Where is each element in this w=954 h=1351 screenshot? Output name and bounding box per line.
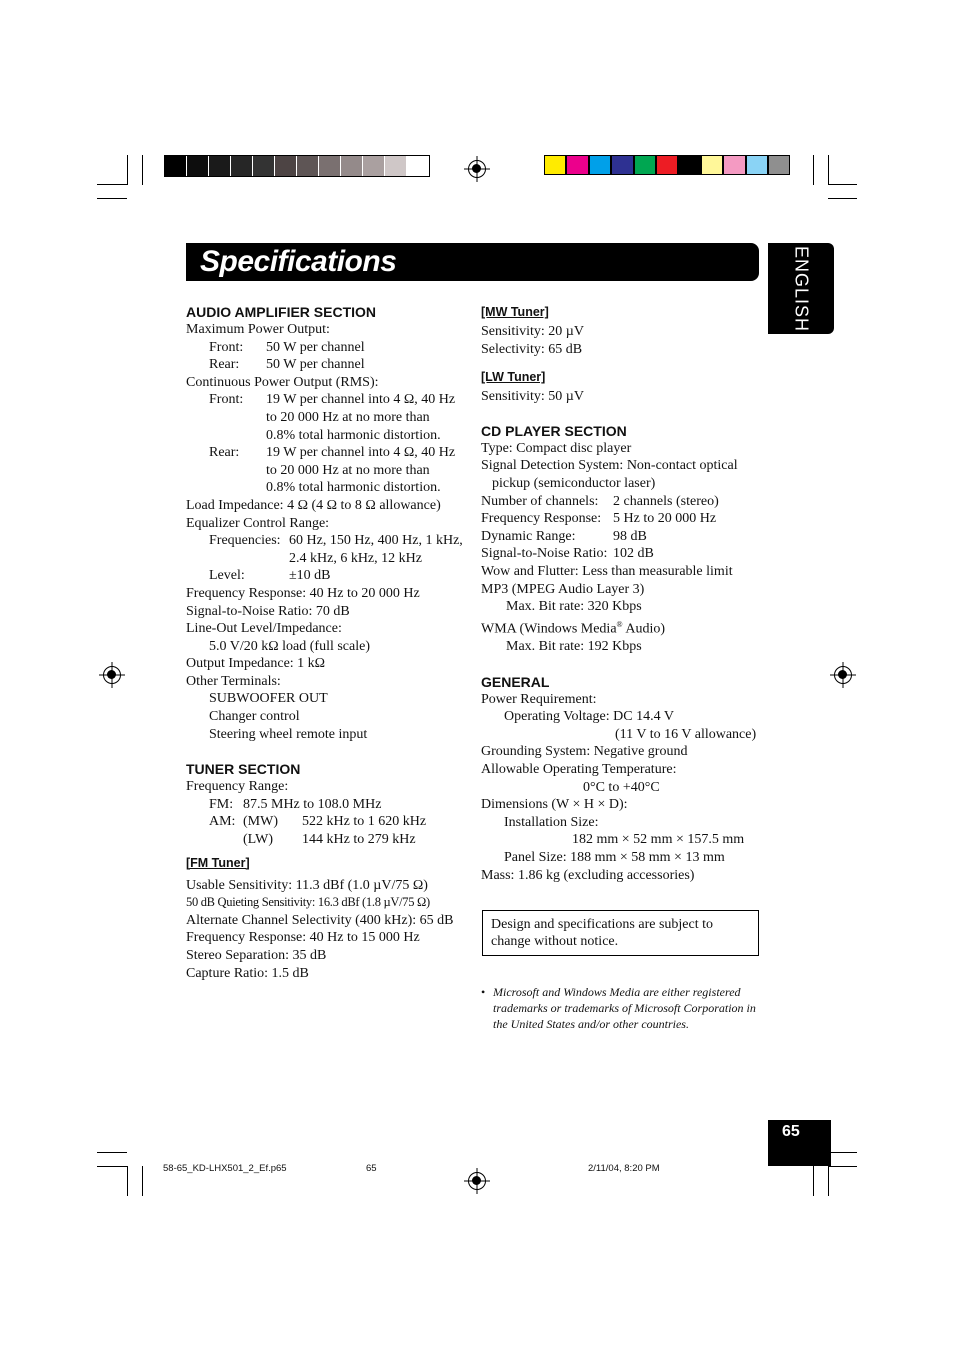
spec-row [186,831,471,849]
spec-row [186,813,471,831]
color-swatch [611,155,633,175]
spec-line: Sensitivity: 50 µV [481,389,584,405]
spec-line: Power Requirement: [481,691,597,707]
color-swatch [634,155,656,175]
spec-row [481,510,766,528]
color-swatch [385,156,407,176]
registered-mark: ® [616,619,623,629]
spec-line: 2.4 kHz, 6 kHz, 12 kHz [289,550,422,566]
page-number: 65 [782,1123,800,1140]
trademark-note [481,984,766,1032]
spec-key: Frequency Response: [481,511,602,527]
bullet: • [481,985,486,999]
crop-mark [97,198,127,199]
spec-line: Signal-to-Noise Ratio: 70 dB [186,603,350,619]
spec-line: 182 mm × 52 mm × 157.5 mm [572,832,745,848]
subsection-heading: [LW Tuner] [481,370,546,385]
crop-mark [828,1166,857,1167]
crop-mark [142,155,143,185]
spec-key: Signal-to-Noise Ratio: [481,546,608,562]
spec-row [481,528,766,546]
color-swatch [297,156,319,176]
spec-line: to 20 000 Hz at no more than [266,462,430,478]
language-tab [768,243,834,334]
spec-row [186,339,471,357]
spec-value: 144 kHz to 279 kHz [302,832,416,848]
footer-date: 2/11/04, 8:20 PM [588,1163,660,1174]
spec-line: Frequency Response: 40 Hz to 15 000 Hz [186,930,420,946]
section-heading: CD PLAYER SECTION [481,422,627,439]
spec-line: Operating Voltage: DC 14.4 V [504,709,674,725]
spec-line: Max. Bit rate: 320 Kbps [506,599,642,615]
spec-key: Rear: [209,445,240,461]
spec-value: 19 W per channel into 4 Ω, 40 Hz [266,445,456,461]
spec-line: Equalizer Control Range: [186,515,330,531]
spec-line: Steering wheel remote input [209,726,368,742]
spec-key: FM: [209,796,234,812]
color-swatch [678,155,700,175]
spec-line: Changer control [209,709,300,725]
spec-line: Output Impedance: 1 kΩ [186,656,326,672]
color-swatch [746,155,768,175]
spec-value: 2 channels (stereo) [613,493,719,509]
title-bar [186,243,759,281]
spec-line: Sensitivity: 20 µV [481,324,584,339]
spec-line: Type: Compact disc player [481,440,632,456]
crop-mark [813,1166,814,1196]
spec-line: Frequency Range: [186,779,289,795]
spec-line: 0.8% total harmonic distortion. [266,480,441,496]
crop-mark [142,1166,143,1196]
registration-mark-icon [468,160,486,178]
spec-line: Selectivity: 65 dB [481,341,583,357]
section-heading: TUNER SECTION [186,761,301,778]
spec-line: 50 dB Quieting Sensitivity: 16.3 dBf (1.8 µV/75 Ω) [186,895,430,910]
spec-value: 522 kHz to 1 620 kHz [302,814,427,830]
crop-mark [828,1166,829,1196]
color-swatch [209,156,231,176]
registration-mark-icon [468,1172,486,1190]
spec-line: (11 V to 16 V allowance) [615,726,757,742]
spec-line: Alternate Channel Selectivity (400 kHz): 65 dB [186,912,454,928]
color-swatch [566,155,588,175]
color-swatch [701,155,723,175]
spec-value: 87.5 MHz to 108.0 MHz [243,796,382,812]
spec-key: AM: [209,814,236,830]
notice-box: Design and specifications are subject to change without notice. [482,910,759,956]
crop-mark [828,155,829,185]
spec-line: Capture Ratio: 1.5 dB [186,965,309,981]
registration-mark-icon [103,666,121,684]
crop-mark [97,1166,127,1167]
spec-row [186,356,471,374]
spec-row [481,493,766,511]
color-swatch [723,155,745,175]
trademark-text: Microsoft and Windows Media are either registered trademarks or trademarks of Microsoft Corporation in the United States and/or other countries. [493,985,756,1031]
color-swatch [341,156,363,176]
color-swatch [363,156,385,176]
spec-line: Panel Size: 188 mm × 58 mm × 13 mm [504,849,725,865]
language-tab-label: ENGLISH [791,245,812,332]
spec-text: WMA (Windows Media [481,621,617,637]
page-number-tab [768,1120,831,1166]
spec-line: MP3 (MPEG Audio Layer 3) [481,581,645,597]
crop-mark [97,184,127,185]
spec-line [481,616,766,638]
spec-row [186,532,471,550]
color-swatch [544,155,566,175]
color-swatch [656,155,678,175]
spec-key: Rear: [209,357,240,373]
spec-row [186,391,471,409]
spec-line: Signal Detection System: Non-contact optical [481,458,738,474]
spec-line: SUBWOOFER OUT [209,691,328,707]
spec-value: 5 Hz to 20 000 Hz [613,511,717,527]
spec-value: 50 W per channel [266,339,365,355]
spec-key: Front: [209,392,244,408]
color-swatch [407,156,429,176]
spec-key: Number of channels: [481,493,599,509]
spec-line: Installation Size: [504,814,599,830]
spec-line: Wow and Flutter: Less than measurable limit [481,563,733,579]
spec-line: Line-Out Level/Impedance: [186,621,342,637]
spec-row [481,545,766,563]
crop-mark [127,1166,128,1196]
subsection-heading: [MW Tuner] [481,305,549,319]
spec-line: Load Impedance: 4 Ω (4 Ω to 8 Ω allowance) [186,497,441,513]
spec-row [186,567,471,585]
spec-line: Max. Bit rate: 192 Kbps [506,638,642,654]
spec-value: 102 dB [613,546,654,562]
registration-mark-icon [834,666,852,684]
spec-value: 60 Hz, 150 Hz, 400 Hz, 1 kHz, [289,533,463,549]
spec-line: Allowable Operating Temperature: [481,761,677,777]
color-swatch [253,156,275,176]
left-column [186,303,471,982]
spec-line: Grounding System: Negative ground [481,744,688,760]
color-swatch [187,156,209,176]
color-swatch [165,156,187,176]
spec-line: Mass: 1.86 kg (excluding accessories) [481,867,695,883]
spec-line: Stereo Separation: 35 dB [186,948,327,963]
spec-line: Other Terminals: [186,673,281,689]
color-swatch [231,156,253,176]
subsection-heading: [FM Tuner] [186,855,250,870]
spec-line: Maximum Power Output: [186,322,330,337]
spec-key: (MW) [243,814,278,830]
section-heading: AUDIO AMPLIFIER SECTION [186,304,377,320]
color-swatch [768,155,790,175]
footer-page: 65 [366,1163,377,1174]
spec-line: 5.0 V/20 kΩ load (full scale) [209,638,370,654]
color-swatch [275,156,297,176]
color-swatch [589,155,611,175]
spec-value: 98 dB [613,528,647,544]
crop-mark [813,155,814,185]
spec-key: Dynamic Range: [481,528,576,544]
spec-value: ±10 dB [289,568,331,584]
spec-line: pickup (semiconductor laser) [492,475,656,491]
spec-line: 0°C to +40°C [583,779,660,795]
spec-row [186,444,471,462]
grayscale-color-bar [164,155,430,177]
spec-line: Dimensions (W × H × D): [481,797,628,813]
crop-mark [97,1152,127,1153]
spec-line: Frequency Response: 40 Hz to 20 000 Hz [186,585,420,601]
footer-filename: 58-65_KD-LHX501_2_Ef.p65 [163,1163,287,1174]
color-swatch [319,156,341,176]
spec-key: Frequencies: [209,533,281,549]
spec-key: Level: [209,568,245,584]
spec-value: 50 W per channel [266,357,365,373]
spec-key: (LW) [243,832,274,848]
crop-mark [828,198,857,199]
crop-mark [828,1152,857,1153]
page-title: Specifications [200,245,397,278]
spec-line: Usable Sensitivity: 11.3 dBf (1.0 µV/75 Ω) [186,877,428,893]
spec-row [186,796,471,814]
spec-line: Continuous Power Output (RMS): [186,374,379,390]
spec-value: 19 W per channel into 4 Ω, 40 Hz [266,392,456,408]
spec-line: to 20 000 Hz at no more than [266,409,430,425]
spec-text: Audio) [622,621,665,637]
spec-key: Front: [209,339,244,355]
process-color-bar [544,155,790,175]
spec-line: 0.8% total harmonic distortion. [266,427,441,443]
section-heading: GENERAL [481,673,550,690]
right-column [481,303,766,884]
crop-mark [828,184,857,185]
crop-mark [127,155,128,185]
